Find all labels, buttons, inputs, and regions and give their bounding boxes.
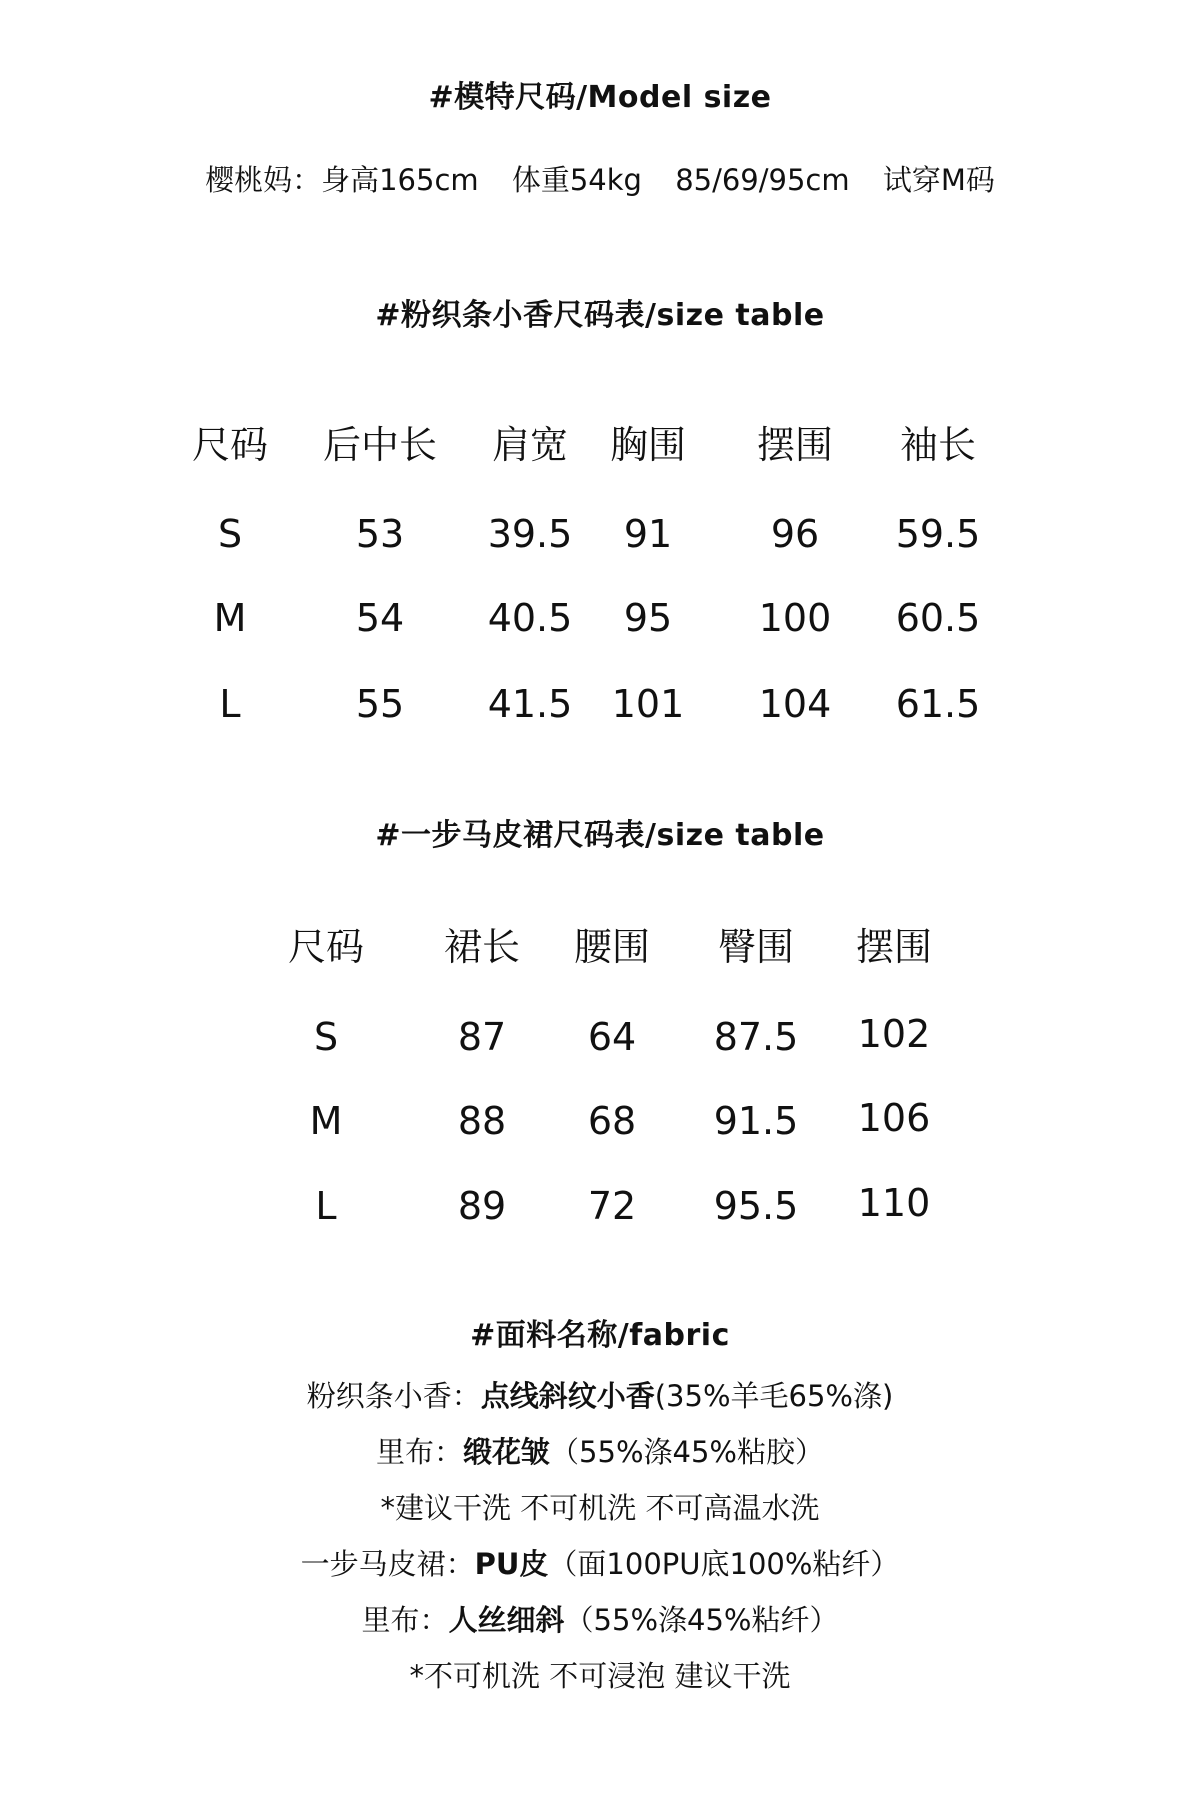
fabric-line-suffix: （55%涤45%粘胶）	[550, 1435, 824, 1469]
fabric-line	[0, 1374, 1200, 1415]
skirt-size-table-heading: #一步马皮裙尺码表/size table	[375, 818, 825, 853]
fabric-line-suffix: （面100PU底100%粘纤）	[548, 1547, 900, 1581]
table-cell: 95.5	[713, 1184, 799, 1228]
table-cell: S	[217, 512, 243, 556]
table-cell: 55	[355, 682, 405, 726]
table-cell: 59.5	[895, 512, 981, 556]
top-header-shoulder: 肩宽	[491, 423, 568, 467]
fabric-line-prefix: 一步马皮裙：	[300, 1547, 475, 1581]
fabric-line	[0, 1654, 1200, 1695]
table-cell: 91	[623, 512, 673, 556]
fabric-line-bold: PU皮	[474, 1547, 549, 1581]
table-cell: 61.5	[895, 682, 981, 726]
top-header-size: 尺码	[191, 423, 268, 467]
fabric-line	[0, 1598, 1200, 1639]
fabric-line-prefix: 粉织条小香：	[306, 1379, 481, 1413]
skirt-header-size: 尺码	[287, 925, 364, 969]
table-cell: M	[309, 1099, 343, 1143]
table-cell: 72	[587, 1184, 637, 1228]
table-cell: 89	[457, 1184, 507, 1228]
model-info	[0, 158, 1200, 199]
fabric-line	[0, 1486, 1200, 1527]
skirt-header-length: 裙长	[443, 925, 520, 969]
fabric-line-bold: 点线斜纹小香	[480, 1379, 655, 1413]
table-cell: 53	[355, 512, 405, 556]
model-fit: 试穿M码	[882, 163, 995, 197]
top-header-chest: 胸围	[609, 423, 686, 467]
table-cell: L	[315, 1184, 337, 1228]
model-weight: 体重54kg	[511, 163, 642, 197]
table-cell: 101	[611, 682, 685, 726]
table-cell: 100	[758, 596, 832, 640]
table-cell: 91.5	[713, 1099, 799, 1143]
top-header-back-length: 后中长	[322, 423, 437, 467]
table-cell: 64	[587, 1015, 637, 1059]
top-header-sleeve: 袖长	[899, 423, 976, 467]
table-cell: 106	[857, 1096, 931, 1140]
fabric-line	[0, 1430, 1200, 1471]
top-header-hem: 摆围	[756, 423, 833, 467]
table-cell: 41.5	[487, 682, 573, 726]
table-cell: 68	[587, 1099, 637, 1143]
table-cell: 88	[457, 1099, 507, 1143]
table-cell: M	[213, 596, 247, 640]
top-size-table-heading: #粉织条小香尺码表/size table	[375, 298, 825, 333]
table-cell: 95	[623, 596, 673, 640]
fabric-line-prefix: 里布：	[361, 1603, 449, 1637]
model-size-heading: #模特尺码/Model size	[428, 80, 772, 115]
fabric-line-suffix: （55%涤45%粘纤）	[564, 1603, 839, 1637]
table-cell: 87.5	[713, 1015, 799, 1059]
table-cell: L	[219, 682, 241, 726]
table-cell: 96	[770, 512, 820, 556]
model-name-height: 樱桃妈：身高165cm	[205, 163, 479, 197]
fabric-heading: #面料名称/fabric	[470, 1318, 730, 1353]
fabric-line-prefix: *不可机洗 不可浸泡 建议干洗	[409, 1659, 791, 1693]
fabric-line-bold: 人丝细斜	[448, 1603, 565, 1637]
table-cell: 102	[857, 1012, 931, 1056]
fabric-line	[0, 1542, 1200, 1583]
table-cell: 54	[355, 596, 405, 640]
table-cell: S	[313, 1015, 339, 1059]
table-cell: 110	[857, 1181, 931, 1225]
table-cell: 104	[758, 682, 832, 726]
model-measurements: 85/69/95cm	[675, 163, 850, 197]
fabric-line-prefix: 里布：	[376, 1435, 464, 1469]
table-cell: 60.5	[895, 596, 981, 640]
table-cell: 87	[457, 1015, 507, 1059]
table-cell: 40.5	[487, 596, 573, 640]
skirt-header-hem: 摆围	[855, 925, 932, 969]
fabric-line-prefix: *建议干洗 不可机洗 不可高温水洗	[380, 1491, 820, 1525]
table-cell: 39.5	[487, 512, 573, 556]
fabric-line-suffix: (35%羊毛65%涤)	[654, 1379, 894, 1413]
skirt-header-waist: 腰围	[573, 925, 650, 969]
skirt-header-hip: 臀围	[717, 925, 794, 969]
fabric-line-bold: 缎花皱	[463, 1435, 551, 1469]
